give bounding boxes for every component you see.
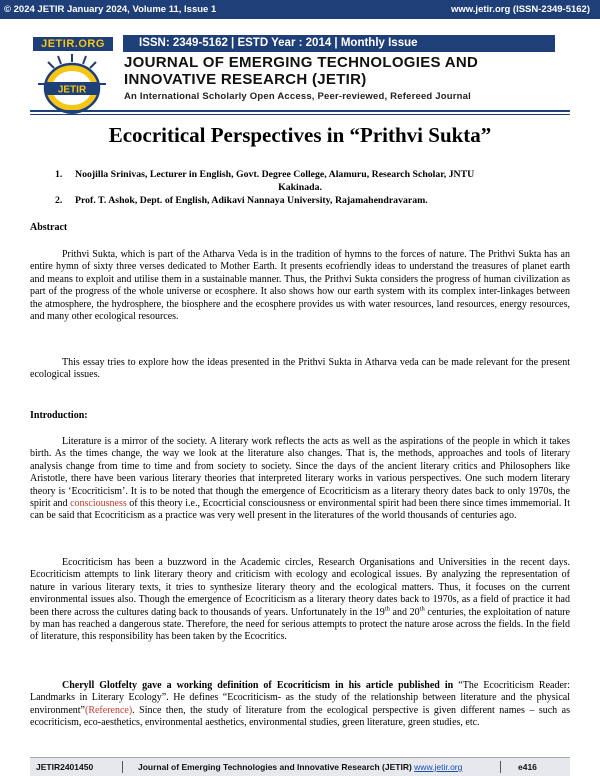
highlighted-term: consciousness	[70, 498, 127, 510]
journal-title-line1: JOURNAL OF EMERGING TECHNOLOGIES AND	[124, 54, 479, 71]
journal-subtitle: An International Scholarly Open Access, Peer-reviewed, Refereed Journal	[124, 91, 471, 102]
author-1	[55, 168, 575, 181]
header-divider	[30, 110, 570, 112]
issn-banner: ISSN: 2349-5162 | ESTD Year : 2014 | Monthly Issue	[123, 35, 555, 52]
author-number: 1.	[55, 169, 63, 180]
author-1-continuation: Kakinada.	[278, 182, 322, 193]
intro-paragraph-3: Cheryll Glotfelty gave a working definition of Ecocriticism in his article published in “The Ecocriticism Reader: Landmarks in Literary Ecology”. He defines “Ecocriticism- as the study of the relationship between literature and the physical environment”(Reference). Since then, the study of literature from the ecological perspective is given different names – such as ecocriticism, eco-aesthetics, environmental aesthetics, environmental studies, green literature, green studies, etc.	[30, 680, 571, 729]
intro-paragraph-2: Ecocriticism has been a buzzword in the Academic circles, Research Organisations and Universities in the recent days. Ecocriticism attempts to link literary theory and criticism with ecology and ecological issues. By analyzing the representation of nature in various literary texts, it tries to synthesize literary theory and the ecological matters. Thus, it focuses on the current environmental issues also. Though the emergence of Ecocriticism as a literary theory dates back to 1970s, as a field of practice it had been there across the cultures dating back to thousands of years. Unfortunately in the 19th and 20th centuries, the exploitation of nature by man has reached a dangerous state. Therefore, the need for serious attempts to protect the nature arose across the fields. In the field of literature, this responsibility has been taken by the Ecocritics.	[30, 557, 570, 643]
author-number: 2.	[55, 195, 63, 206]
site-issn[interactable]: www.jetir.org (ISSN-2349-5162)	[450, 4, 590, 15]
issue-info: © 2024 JETIR January 2024, Volume 11, Issue 1	[4, 4, 217, 15]
abstract-paragraph-1: Prithvi Sukta, which is part of the Atharva Veda is in the tradition of hymns to the forces of nature. The Prithvi Sukta has an entire hymn of sixty three verses dedicated to Mother Earth. It presents ecofriendly ideas to understand the treasures of planet earth and means to exploit and utilise them in a sustainable manner. Thus, the Prithvi Sukta considers the progress of human civilization as part of the progress of the whole universe or ecosphere. It also shows how our earth system with its complex inter-linkages between the atmosphere, the hydrosphere, the biosphere and the ecosphere provides us with water resources, land resources, energy resources, and many other ecological resources.	[30, 249, 570, 323]
top-header-bar	[0, 0, 600, 19]
footer-link[interactable]: www.jetir.org	[414, 762, 463, 772]
introduction-heading: Introduction:	[30, 410, 88, 421]
footer-journal: Journal of Emerging Technologies and Innovative Research (JETIR) www.jetir.org	[138, 762, 463, 772]
journal-title-line2: INNOVATIVE RESEARCH (JETIR)	[124, 71, 367, 88]
author-text: Noojilla Srinivas, Lecturer in English, Govt. Degree College, Alamuru, Research Scholar, JNTU	[75, 169, 475, 180]
brand-tag: JETIR.ORG	[33, 37, 113, 51]
page-footer	[30, 757, 570, 776]
footer-separator	[500, 761, 501, 773]
abstract-paragraph-2: This essay tries to explore how the ideas presented in the Prithvi Sukta in Atharva veda can be made relevant for the present ecological issues.	[30, 357, 570, 381]
author-2	[55, 194, 575, 207]
author-text: Prof. T. Ashok, Dept. of English, Adikavi Nannaya University, Rajamahendravaram.	[75, 195, 428, 206]
header-divider-thin	[30, 114, 570, 115]
reference-link[interactable]: (Reference)	[84, 704, 133, 716]
journal-title	[124, 54, 564, 88]
author-list	[55, 168, 575, 207]
footer-separator	[122, 761, 123, 773]
footer-paper-id: JETIR2401450	[36, 762, 94, 772]
article-title: Ecocritical Perspectives in “Prithvi Sukta”	[108, 123, 492, 147]
logo-text: JETIR	[57, 84, 87, 96]
footer-page-number: e416	[518, 762, 537, 772]
abstract-heading: Abstract	[30, 222, 68, 233]
intro-paragraph-1: Literature is a mirror of the society. A literary work reflects the acts as well as the aspirations of the people in which it takes birth. As the times change, the way we look at the literature also changes. That is, the methods, approaches and tools of literary analysis change from time to time and from society to society. Since the days of the ancient literary critics and Philosophers like Aristotle, there have been various literary theories that interpreted literary works in various perspectives. One such modern literary theory is ‘Ecocriticism’. It is to be noted that though the emergence of Ecocriticism as a literary theory dates back to only 1970s, the spirit and consciousness of this theory i.e., Ecocrticial consciousness or environmental spirit had been there since times immemorial. It can be said that Ecocriticism as a practice was very well present in the literatures of the world thousands of centuries ago.	[30, 436, 570, 522]
